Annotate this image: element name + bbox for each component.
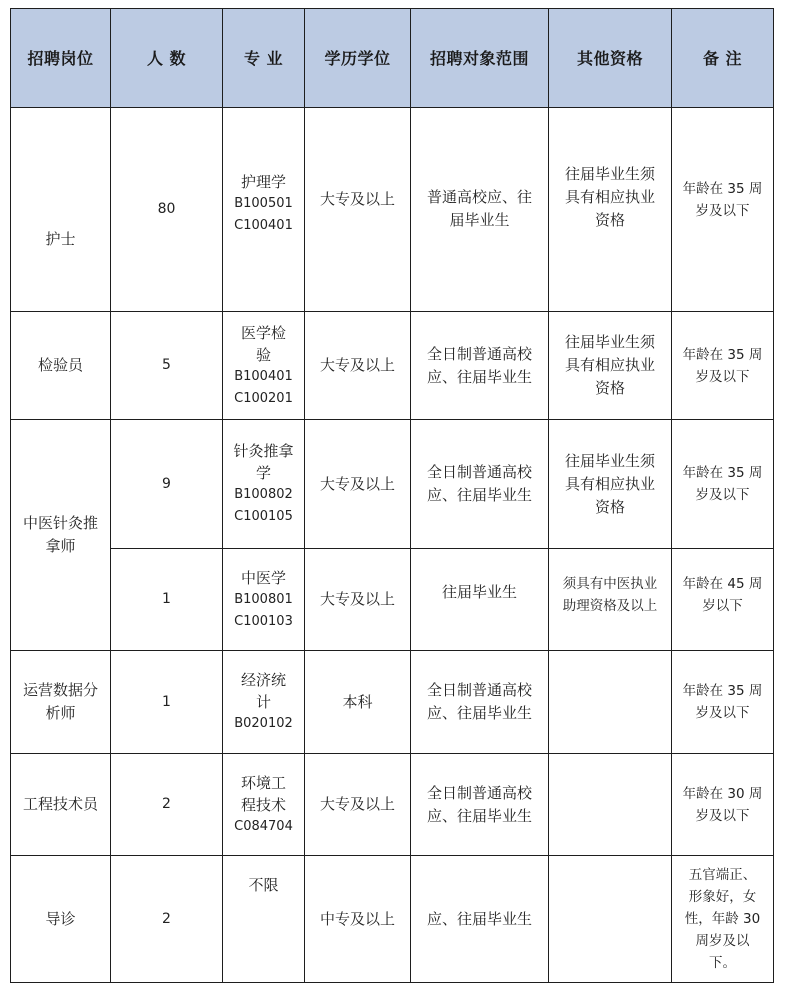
cell-education: 大专及以上: [305, 754, 411, 856]
cell-remarks: 年龄在 35 周 岁及以下: [672, 651, 774, 754]
cell-major: 医学检 验 B100401 C100201: [223, 312, 305, 420]
recruitment-table: [10, 8, 774, 983]
header-position: 招聘岗位: [11, 9, 111, 108]
cell-major: 护理学 B100501 C100401: [223, 108, 305, 312]
cell-other: 往届毕业生须 具有相应执业 资格: [549, 312, 672, 420]
cell-count: 1: [111, 549, 223, 651]
cell-remarks: 年龄在 35 周 岁及以下: [672, 312, 774, 420]
cell-target: 全日制普通高校 应、往届毕业生: [411, 420, 549, 549]
cell-education: 本科: [305, 651, 411, 754]
cell-remarks: 年龄在 35 周 岁及以下: [672, 108, 774, 312]
cell-other: [549, 856, 672, 983]
cell-remarks: 年龄在 35 周 岁及以下: [672, 420, 774, 549]
cell-education: 大专及以上: [305, 549, 411, 651]
cell-position: 中医针灸推 拿师: [11, 420, 111, 651]
cell-count: 2: [111, 754, 223, 856]
table-row: [11, 754, 774, 856]
cell-remarks: 年龄在 30 周 岁及以下: [672, 754, 774, 856]
table-row: [11, 651, 774, 754]
cell-major: 针灸推拿 学 B100802 C100105: [223, 420, 305, 549]
cell-other: [549, 754, 672, 856]
cell-position: 工程技术员: [11, 754, 111, 856]
table-header-row: [11, 9, 774, 108]
cell-count: 9: [111, 420, 223, 549]
table-row: [11, 312, 774, 420]
cell-count: 80: [111, 108, 223, 312]
cell-count: 5: [111, 312, 223, 420]
cell-position: 检验员: [11, 312, 111, 420]
cell-position: 运营数据分 析师: [11, 651, 111, 754]
header-count: 人 数: [111, 9, 223, 108]
cell-remarks: 五官端正、 形象好，女 性，年龄 30 周岁及以 下。: [672, 856, 774, 983]
cell-target: 普通高校应、往 届毕业生: [411, 108, 549, 312]
cell-count: 2: [111, 856, 223, 983]
header-education: 学历学位: [305, 9, 411, 108]
cell-major: 经济统 计 B020102: [223, 651, 305, 754]
table-row: [11, 856, 774, 983]
cell-other: 往届毕业生须 具有相应执业 资格: [549, 108, 672, 312]
header-other: 其他资格: [549, 9, 672, 108]
header-remarks: 备 注: [672, 9, 774, 108]
table-row: [11, 108, 774, 312]
cell-other: [549, 651, 672, 754]
cell-major: 不限: [223, 856, 305, 983]
header-target: 招聘对象范围: [411, 9, 549, 108]
cell-target: 全日制普通高校 应、往届毕业生: [411, 754, 549, 856]
table-row: [11, 549, 774, 651]
cell-other: 往届毕业生须 具有相应执业 资格: [549, 420, 672, 549]
cell-education: 大专及以上: [305, 108, 411, 312]
cell-education: 大专及以上: [305, 420, 411, 549]
cell-target: 全日制普通高校 应、往届毕业生: [411, 651, 549, 754]
table-row: [11, 420, 774, 549]
cell-other: 须具有中医执业 助理资格及以上: [549, 549, 672, 651]
cell-education: 大专及以上: [305, 312, 411, 420]
cell-major: 中医学 B100801 C100103: [223, 549, 305, 651]
cell-target: 应、往届毕业生: [411, 856, 549, 983]
cell-count: 1: [111, 651, 223, 754]
cell-position: 护士: [11, 108, 111, 312]
cell-target: 往届毕业生: [411, 549, 549, 651]
cell-education: 中专及以上: [305, 856, 411, 983]
cell-target: 全日制普通高校 应、往届毕业生: [411, 312, 549, 420]
cell-remarks: 年龄在 45 周 岁以下: [672, 549, 774, 651]
cell-major: 环境工 程技术 C084704: [223, 754, 305, 856]
header-major: 专 业: [223, 9, 305, 108]
cell-position: 导诊: [11, 856, 111, 983]
